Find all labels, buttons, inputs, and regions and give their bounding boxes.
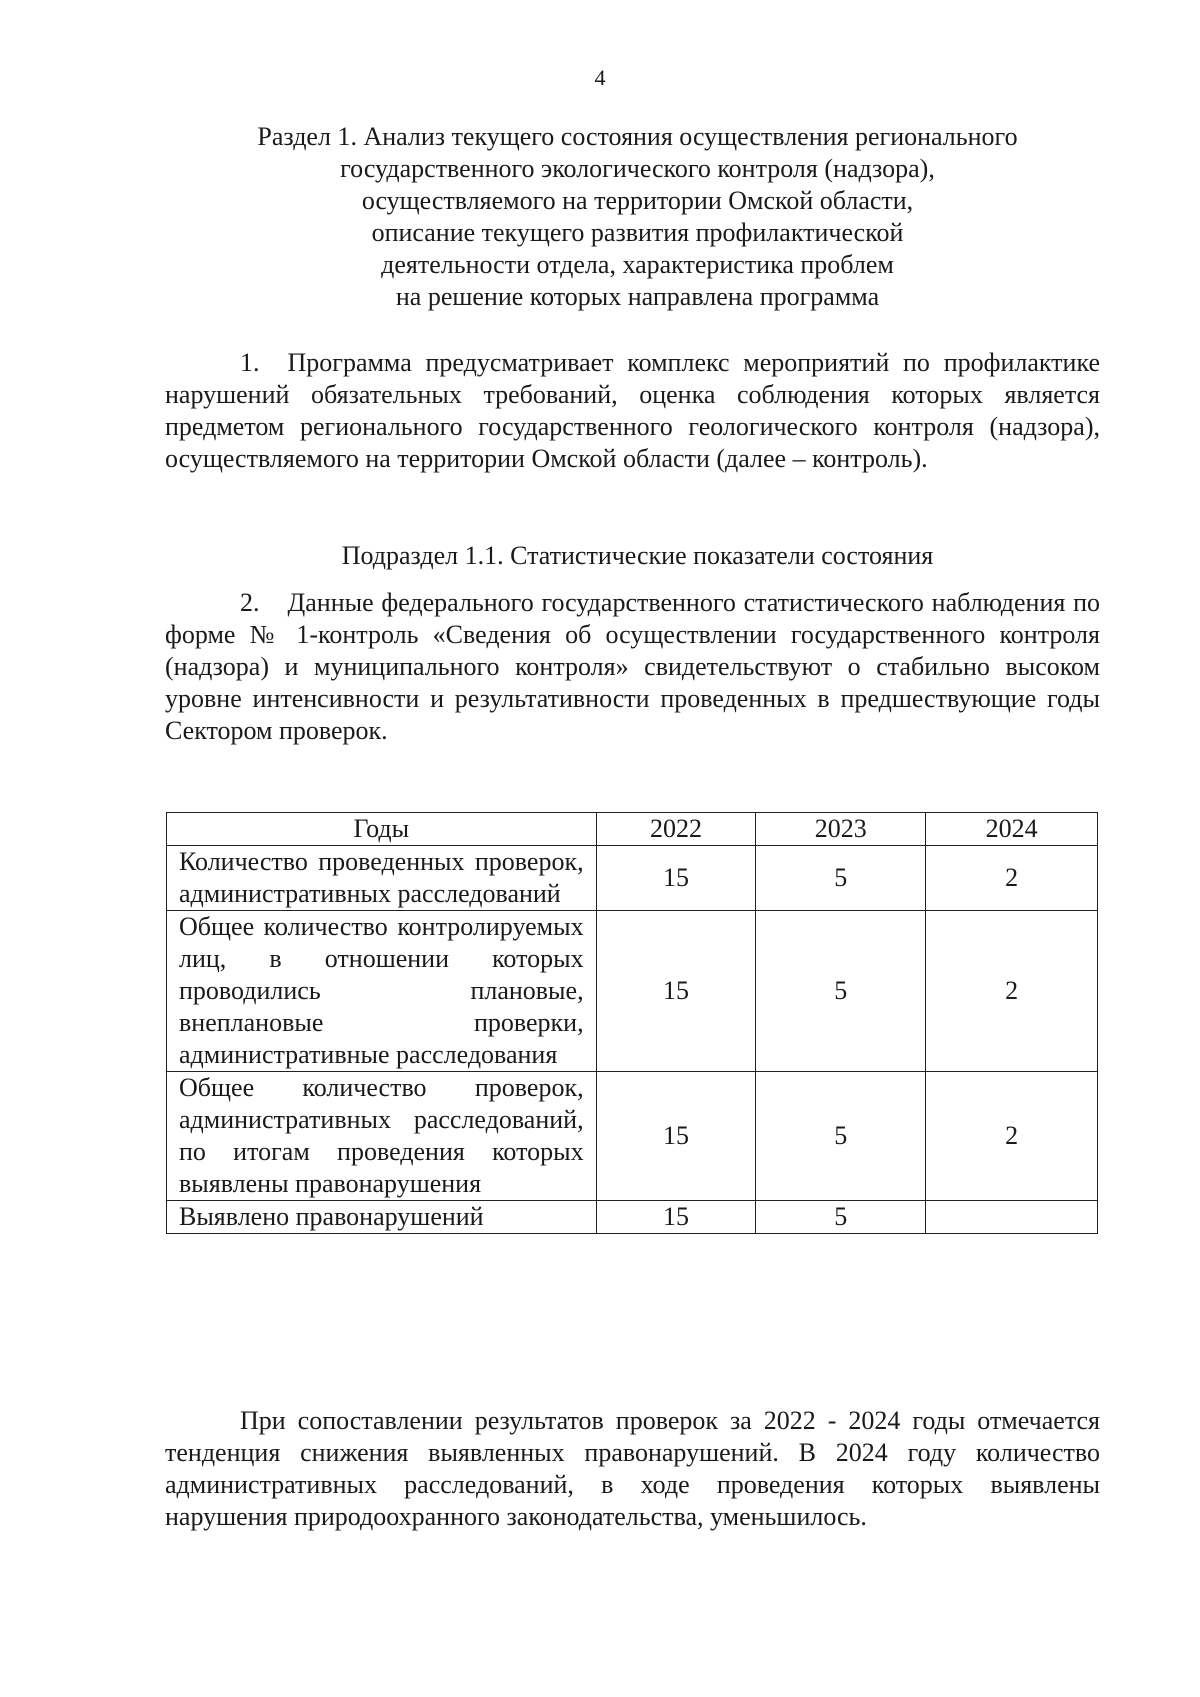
subsection-title: Подраздел 1.1. Статистические показатели состояния [341,541,934,570]
row-label: Общее количество контролируемых лиц, в отношении которых проводились плановые, внеплановые проверки, административные расследования [167,911,597,1072]
cell-2024 [926,1201,1098,1234]
section-title-line: Раздел 1. Анализ текущего состояния осуществления регионального [257,122,1018,151]
paragraph-text: Программа предусматривает комплекс мероприятий по профилактике нарушений обязательных требований, оценка соблюдения которых является предметом регионального государственного геологического контроля (надзора), осуществляемого на территории Омской области (далее – контроль). [165,348,1100,473]
paragraph-text: При сопоставлении результатов проверок за 2022 - 2024 годы отмечается тенденция снижения выявленных правонарушений. В 2024 году количество административных расследований, в ходе проведения которых выявлены нарушения природоохранного законодательства, уменьшилось. [165,1406,1100,1531]
cell-2022: 15 [596,846,756,911]
cell-2023: 5 [756,1072,926,1201]
cell-2024: 2 [926,846,1098,911]
row-label: Выявлено правонарушений [167,1201,597,1234]
paragraph-number: 1. [240,348,260,377]
table-header-row [167,813,1098,846]
cell-2022: 15 [596,1201,756,1234]
section-title-line: на решение которых направлена программа [395,282,880,311]
cell-2023: 5 [756,1201,926,1234]
table-row [167,1072,1098,1201]
cell-2022: 15 [596,911,756,1072]
header-years: Годы [167,813,597,846]
paragraph-number: 2. [240,588,260,617]
section-title-line: государственного экологического контроля (надзора), [340,154,935,183]
table-row [167,1201,1098,1234]
paragraph-text: Данные федерального государственного статистического наблюдения по форме № 1-контроль «Сведения об осуществлении государственного контроля (надзора) и муниципального контроля» свидетельствуют о стабильно высоком уровне интенсивности и результативности проведенных в предшествующие годы Сектором проверок. [165,588,1100,745]
paragraph-3 [165,1405,1100,1533]
cell-2024: 2 [926,1072,1098,1201]
section-title [165,121,1110,313]
statistics-table [166,812,1098,1234]
page-number: 4 [594,65,606,90]
row-label: Общее количество проверок, административных расследований, по итогам проведения которых выявлены правонарушения [167,1072,597,1201]
section-title-line: описание текущего развития профилактической [371,218,904,247]
section-title-line: осуществляемого на территории Омской области, [361,186,914,215]
row-label: Количество проведенных проверок, административных расследований [167,846,597,911]
header-2022: 2022 [596,813,756,846]
table-row [167,911,1098,1072]
paragraph-2 [165,587,1100,747]
cell-2023: 5 [756,911,926,1072]
paragraph-1 [165,347,1100,475]
header-2024: 2024 [926,813,1098,846]
header-2023: 2023 [756,813,926,846]
cell-2023: 5 [756,846,926,911]
table-row [167,846,1098,911]
cell-2022: 15 [596,1072,756,1201]
section-title-line: деятельности отдела, характеристика проблем [381,250,894,279]
cell-2024: 2 [926,911,1098,1072]
